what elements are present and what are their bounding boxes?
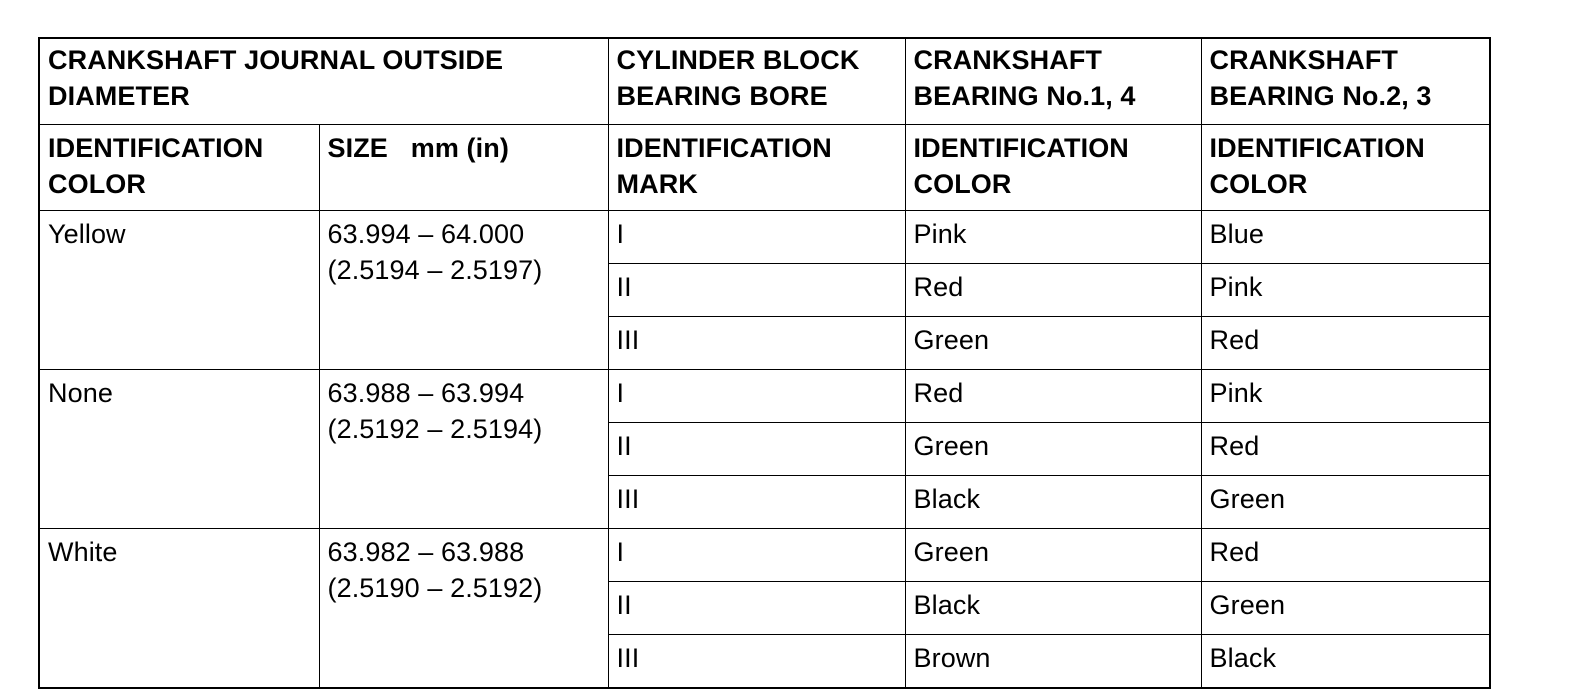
bearing-1-4-color-cell: Red	[905, 370, 1201, 423]
bearing-2-3-color-cell: Red	[1201, 317, 1490, 370]
table-row	[39, 529, 1490, 582]
journal-size-in: (2.5192 – 2.5194)	[327, 414, 543, 444]
bearing-1-4-color-cell: Green	[905, 317, 1201, 370]
bore-mark-cell: III	[608, 476, 905, 529]
subheader-identification-mark: IDENTIFICATION MARK	[608, 125, 905, 211]
bore-mark-cell: II	[608, 264, 905, 317]
journal-color-cell: Yellow	[39, 211, 319, 370]
journal-size-mm: 63.982 – 63.988	[327, 537, 525, 567]
header-row	[39, 38, 1490, 125]
bore-mark-cell: I	[608, 211, 905, 264]
bearing-2-3-color-cell: Red	[1201, 529, 1490, 582]
bore-mark-cell: III	[608, 317, 905, 370]
bearing-selection-table	[38, 37, 1491, 689]
header-crankshaft-bearing-1-4: CRANKSHAFT BEARING No.1, 4	[905, 38, 1201, 125]
bearing-2-3-color-cell: Pink	[1201, 264, 1490, 317]
bearing-2-3-color-cell: Green	[1201, 582, 1490, 635]
bore-mark-cell: III	[608, 635, 905, 689]
journal-size-mm: 63.994 – 64.000	[327, 219, 525, 249]
subheader-size: SIZE mm (in)	[319, 125, 608, 211]
bore-mark-cell: II	[608, 582, 905, 635]
journal-size-cell	[319, 529, 608, 689]
table-row	[39, 370, 1490, 423]
subheader-bearing-1-4-color: IDENTIFICATION COLOR	[905, 125, 1201, 211]
subheader-row	[39, 125, 1490, 211]
bearing-1-4-color-cell: Black	[905, 476, 1201, 529]
bore-mark-cell: I	[608, 529, 905, 582]
journal-size-cell	[319, 211, 608, 370]
subheader-bearing-2-3-color: IDENTIFICATION COLOR	[1201, 125, 1490, 211]
header-crankshaft-bearing-2-3: CRANKSHAFT BEARING No.2, 3	[1201, 38, 1490, 125]
bearing-2-3-color-cell: Pink	[1201, 370, 1490, 423]
bearing-1-4-color-cell: Green	[905, 423, 1201, 476]
subheader-identification-color: IDENTIFICATION COLOR	[39, 125, 319, 211]
bearing-1-4-color-cell: Green	[905, 529, 1201, 582]
bearing-2-3-color-cell: Red	[1201, 423, 1490, 476]
journal-size-cell	[319, 370, 608, 529]
bore-mark-cell: I	[608, 370, 905, 423]
header-journal-outside-diameter: CRANKSHAFT JOURNAL OUTSIDE DIAMETER	[39, 38, 608, 125]
journal-size-mm: 63.988 – 63.994	[327, 378, 525, 408]
bearing-1-4-color-cell: Pink	[905, 211, 1201, 264]
bearing-2-3-color-cell: Black	[1201, 635, 1490, 689]
journal-color-cell: None	[39, 370, 319, 529]
header-cylinder-block-bearing-bore: CYLINDER BLOCK BEARING BORE	[608, 38, 905, 125]
bearing-2-3-color-cell: Green	[1201, 476, 1490, 529]
journal-color-cell: White	[39, 529, 319, 689]
bore-mark-cell: II	[608, 423, 905, 476]
journal-size-in: (2.5190 – 2.5192)	[327, 573, 543, 603]
bearing-1-4-color-cell: Brown	[905, 635, 1201, 689]
bearing-2-3-color-cell: Blue	[1201, 211, 1490, 264]
bearing-1-4-color-cell: Black	[905, 582, 1201, 635]
table-row	[39, 211, 1490, 264]
bearing-1-4-color-cell: Red	[905, 264, 1201, 317]
journal-size-in: (2.5194 – 2.5197)	[327, 255, 543, 285]
